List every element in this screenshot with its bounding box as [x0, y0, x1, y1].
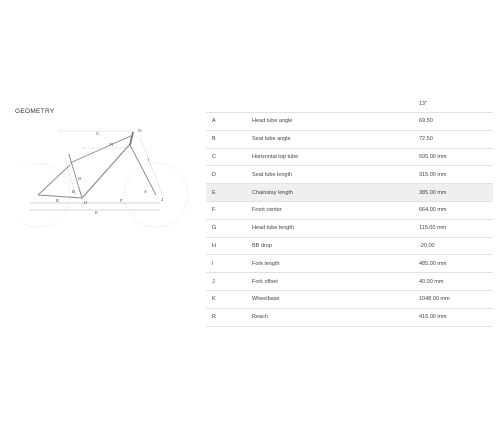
seat-post: [69, 154, 70, 158]
row-label: Wheelbase: [252, 290, 414, 308]
diagram-label-g: G: [138, 128, 142, 133]
geometry-table: [206, 95, 493, 327]
row-label: Front center: [252, 201, 414, 219]
row-code: C: [206, 148, 252, 166]
fork: [130, 145, 156, 195]
row-code: J: [206, 273, 252, 291]
diagram-label-f: F: [120, 198, 123, 203]
row-value: 595.00 mm: [414, 148, 493, 166]
table-row: [206, 290, 493, 308]
row-code: E: [206, 184, 252, 202]
row-value: -20.00: [414, 237, 493, 255]
row-label: Head tube angle: [252, 113, 414, 131]
diagram-label-c: C: [96, 131, 100, 136]
seatstay: [38, 165, 70, 195]
table-row: [206, 166, 493, 184]
section-title: GEOMETRY: [15, 108, 55, 115]
size-header: 13": [414, 95, 493, 113]
row-code: R: [206, 308, 252, 326]
table-header-row: [206, 95, 493, 113]
table-row: [206, 308, 493, 326]
row-label: Chainstay length: [252, 184, 414, 202]
row-value: 115.00 mm: [414, 219, 493, 237]
table-row: [206, 219, 493, 237]
diagram-label-i: I: [148, 157, 150, 162]
table-row: [206, 184, 493, 202]
dim-seat-tube: [65, 158, 77, 200]
row-value: 72.50: [414, 130, 493, 148]
row-value: 416.00 mm: [414, 308, 493, 326]
row-code: B: [206, 130, 252, 148]
row-label: Fork offset: [252, 273, 414, 291]
down-tube: [82, 143, 131, 198]
row-code: H: [206, 237, 252, 255]
row-code: A: [206, 113, 252, 131]
row-label: Horizontal top tube: [252, 148, 414, 166]
row-value: 1048.00 mm: [414, 290, 493, 308]
table-row: [206, 201, 493, 219]
diagram-label-e: E: [56, 198, 60, 203]
row-label: Head tube length: [252, 219, 414, 237]
diagram-label-j: J: [161, 197, 164, 202]
diagram-label-b: B: [72, 189, 76, 194]
row-label: Seat tube angle: [252, 130, 414, 148]
bike-geometry-diagram: [20, 118, 200, 228]
header-code-cell: [206, 95, 252, 113]
row-value: 664.00 mm: [414, 201, 493, 219]
diagram-label-k: K: [95, 210, 99, 215]
row-label: Fork length: [252, 255, 414, 273]
top-tube: [70, 135, 133, 163]
head-tube: [130, 132, 133, 145]
table-row: [206, 237, 493, 255]
diagram-label-a: A: [144, 189, 148, 194]
diagram-label-r: R: [110, 142, 114, 147]
table-row: [206, 113, 493, 131]
header-label-cell: [252, 95, 414, 113]
row-code: I: [206, 255, 252, 273]
row-value: 385.00 mm: [414, 184, 493, 202]
row-value: 40.00 mm: [414, 273, 493, 291]
row-code: F: [206, 201, 252, 219]
row-label: BB drop: [252, 237, 414, 255]
table-row: [206, 130, 493, 148]
diagram-label-d: D: [78, 176, 82, 181]
table-row: [206, 255, 493, 273]
table-row: [206, 148, 493, 166]
row-code: G: [206, 219, 252, 237]
diagram-label-h: H: [84, 200, 88, 205]
table-row: [206, 273, 493, 291]
chainstay: [38, 195, 82, 198]
row-code: D: [206, 166, 252, 184]
row-value: 69.50: [414, 113, 493, 131]
row-value: 315.00 mm: [414, 166, 493, 184]
row-label: Reach: [252, 308, 414, 326]
row-code: K: [206, 290, 252, 308]
row-value: 485.00 mm: [414, 255, 493, 273]
row-label: Seat tube length: [252, 166, 414, 184]
